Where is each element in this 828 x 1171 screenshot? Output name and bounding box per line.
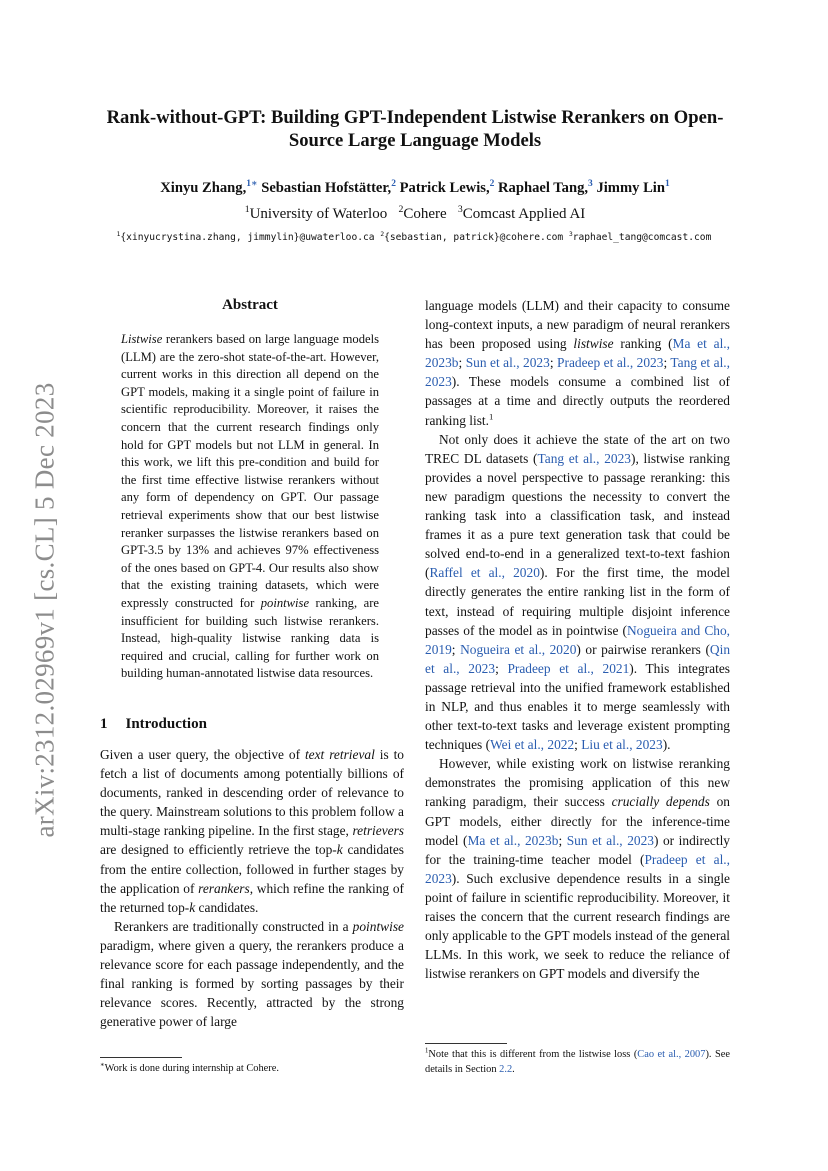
body-paragraph [425, 754, 730, 983]
text-run: candidates from the entire collection, followed in further stages by the application of [100, 842, 404, 896]
body-paragraph [425, 430, 730, 755]
emphasis: crucially depends [611, 794, 710, 810]
citation-link[interactable]: Sun et al., 2023 [566, 832, 654, 848]
citation-link[interactable]: Ma et al., 2023b [467, 832, 559, 848]
author-name: Xinyu Zhang, [160, 180, 247, 196]
intro-column [100, 745, 404, 1031]
email-mark: 3 [568, 230, 573, 238]
citation-link[interactable]: Cao et al., 2007 [637, 1049, 706, 1060]
abstract-body [121, 331, 379, 683]
author-affiliation-mark: 2 [391, 179, 396, 190]
footnote-left [100, 1061, 404, 1076]
text-run: ; [558, 832, 567, 848]
citation-link[interactable]: Nogueira et al., 2020 [460, 641, 577, 657]
text-run: ; [495, 660, 508, 676]
text-run: ). [662, 737, 671, 753]
superscript: 1 [488, 411, 494, 422]
affiliation-mark: 2 [398, 204, 404, 215]
emphasis: k [189, 899, 196, 915]
text-run: language models (LLM) and their capacity to consume long-context inputs, a new paradigm of neural rerankers has been proposed using [425, 298, 730, 352]
email-mark: 1 [116, 230, 121, 238]
affiliation-name: Comcast Applied AI [462, 206, 586, 222]
affiliation-name: Cohere [403, 206, 447, 222]
text-run: ranking, are insufficient for building such listwise rerankers. Instead, high-quality listwise ranking data is required and crucial, calling for further work on building human-annotated listwise data resources. [121, 595, 379, 681]
text-run: Not only does it achieve the state of the art on two TREC DL datasets ( [425, 431, 730, 466]
text-run: ). Such exclusive dependence results in a single point of failure in scientific reproducibility. Moreover, it raises the concern that the current research findings are only applicable to the GPT models instead of the general LLMs. In this work, we seek to reduce the reliance of listwise rerankers on GPT models and diversify the [425, 870, 730, 982]
emphasis: pointwise [260, 595, 310, 610]
author-affiliation-mark: 2 [489, 179, 495, 190]
author-name: Raphael Tang, [498, 180, 589, 196]
text-run: However, while existing work on listwise reranking demonstrates the promising application of this new ranking paradigm, their success [425, 756, 730, 810]
text-run: Rerankers are traditionally constructed in a [114, 918, 353, 934]
body-paragraph [425, 296, 730, 430]
citation-link[interactable]: Raffel et al., 2020 [429, 565, 540, 581]
paper-title: Rank-without-GPT: Building GPT-Independent Listwise Rerankers on Open-Source Large Language Models [106, 107, 724, 151]
text-run: ; [458, 355, 466, 371]
text-run: ; [663, 355, 671, 371]
section-number: 1 [100, 716, 108, 732]
arxiv-identifier: arXiv:2312.02969v1 [cs.CL] 5 Dec 2023 [29, 382, 60, 838]
email-address: {sebastian, patrick}@cohere.com [384, 232, 564, 243]
text-run: . [512, 1064, 515, 1075]
email-address: {xinyucrystina.zhang, jimmylin}@uwaterloo.ca [120, 232, 375, 243]
citation-link[interactable]: Tang et al., 2023 [425, 355, 731, 390]
intro-paragraph [100, 745, 404, 917]
text-run: ). This integrates passage retrieval into the unified framework established in NLP, and thus enables it to merge seamlessly with other text-to-text tasks and leverage existent prompting techniques ( [425, 660, 730, 753]
text-run: is to fetch a list of documents among potentially billions of documents, ranked in descending order of relevance to the query. Mainstream solutions to this problem follow a multi-stage ranking pipeline. In the first stage, [100, 747, 404, 839]
author-name: Sebastian Hofstätter, [261, 180, 392, 196]
text-run: are designed to efficiently retrieve the top- [100, 842, 337, 858]
email-mark: 2 [380, 230, 385, 238]
footnote-rule [425, 1043, 507, 1044]
text-run: ; [451, 641, 461, 657]
citation-link[interactable]: Tang et al., 2023 [537, 450, 631, 466]
intro-paragraph [100, 917, 404, 1032]
citation-link[interactable]: Wei et al., 2022 [490, 737, 575, 753]
emphasis: retrievers [352, 823, 404, 839]
emphasis: rerankers [198, 880, 250, 896]
text-run: ). For the first time, the model directly generates the entire ranking list in the form of text, instead of requiring multiple disjoint inference passes of the model as in pointwise ( [425, 565, 730, 638]
text-run: ). These models consume a combined list of passages at a time and directly outputs the reordered ranking list. [425, 374, 730, 428]
footnote-rule [100, 1057, 182, 1058]
citation-link[interactable]: Nogueira and Cho, 2019 [425, 622, 731, 657]
section-heading [100, 716, 207, 733]
citation-link[interactable]: Liu et al., 2023 [581, 737, 663, 753]
author-affiliation-mark: 1 [664, 179, 670, 190]
text-run: ; [574, 737, 582, 753]
arxiv-sidebar [30, 370, 60, 850]
text-run: Work is done during internship at Cohere. [104, 1063, 279, 1074]
email-list [60, 232, 768, 243]
affiliation-list [100, 206, 730, 223]
text-run: Given a user query, the objective of [100, 747, 305, 762]
emphasis: Listwise [121, 332, 163, 346]
text-run: ). See details in Section [425, 1049, 730, 1075]
footnote-right [425, 1047, 730, 1077]
text-run: , which refine the ranking of the returned top- [100, 880, 404, 915]
citation-link[interactable]: Pradeep et al., 2023 [425, 851, 730, 886]
section-title: Introduction [125, 716, 207, 732]
emphasis: text retrieval [304, 747, 375, 762]
right-column [425, 296, 730, 983]
author-affiliation-mark: 3 [588, 179, 593, 190]
text-run: on GPT models, either directly for the inference-time model ( [425, 794, 730, 848]
author-name: Patrick Lewis, [399, 180, 490, 196]
citation-link[interactable]: 2.2 [499, 1064, 513, 1075]
citation-link[interactable]: Pradeep et al., 2023 [557, 355, 664, 371]
citation-link[interactable]: Sun et al., 2023 [465, 355, 550, 371]
affiliation-mark: 3 [457, 204, 463, 215]
affiliation-name: University of Waterloo [249, 206, 388, 222]
text-run: ) or pairwise rerankers ( [576, 641, 710, 657]
abstract-paragraph [121, 331, 379, 683]
citation-link[interactable]: Ma et al., 2023b [425, 336, 730, 371]
author-list [100, 180, 730, 197]
superscript: 1 [425, 1047, 429, 1055]
text-run: ; [549, 355, 558, 371]
text-run: rerankers based on large language models (LLM) are the zero-shot state-of-the-art. However, current works in this direction all depend on the GPT models, making it a single point of failure in scientific reproducibility. Moreover, it raises the concern that the current research findings only hold for GPT models but not LLM in general. In this work, we lift this pre-condition and build for the first time effective listwise rerankers without any form of dependency on GPT. Our passage retrieval experiments show that our best listwise reranker surpasses the listwise rerankers based on GPT-3.5 by 13% and achieves 97% effectiveness of the ones based on GPT-4. Our results also show that the existing training datasets, which were expressly constructed for [121, 332, 379, 610]
text-run: ) or indirectly for the training-time teacher model ( [425, 832, 730, 867]
emphasis: listwise [573, 336, 614, 352]
affiliation-mark: 1 [244, 204, 250, 215]
abstract-heading: Abstract [222, 297, 278, 313]
text-run: candidates. [195, 899, 259, 915]
text-run: Note that this is different from the listwise loss ( [428, 1049, 638, 1060]
text-run: paradigm, where given a query, the rerankers produce a relevance score for each passage independently, and the final ranking is formed by sorting passages by their relevance scores. Recently, attracted by the strong generative power of large [100, 937, 404, 1030]
emphasis: k [336, 842, 343, 858]
emphasis: pointwise [352, 918, 404, 934]
author-affiliation-mark: 1∗ [246, 179, 258, 190]
text-run: ranking ( [613, 336, 673, 352]
citation-link[interactable]: Pradeep et al., 2021 [507, 660, 630, 676]
email-address: raphael_tang@comcast.com [572, 232, 712, 243]
author-name: Jimmy Lin [596, 180, 665, 196]
citation-link[interactable]: Qin et al., 2023 [425, 641, 731, 676]
superscript: ∗ [100, 1061, 105, 1069]
text-run: ), listwise ranking provides a novel perspective to passage reranking: this new paradigm questions the necessity to convert the ranking task into a classification task, and instead frames it as a pure text generation task that could be solved end-to-end in a generalized text-to-text fashion ( [425, 450, 730, 581]
